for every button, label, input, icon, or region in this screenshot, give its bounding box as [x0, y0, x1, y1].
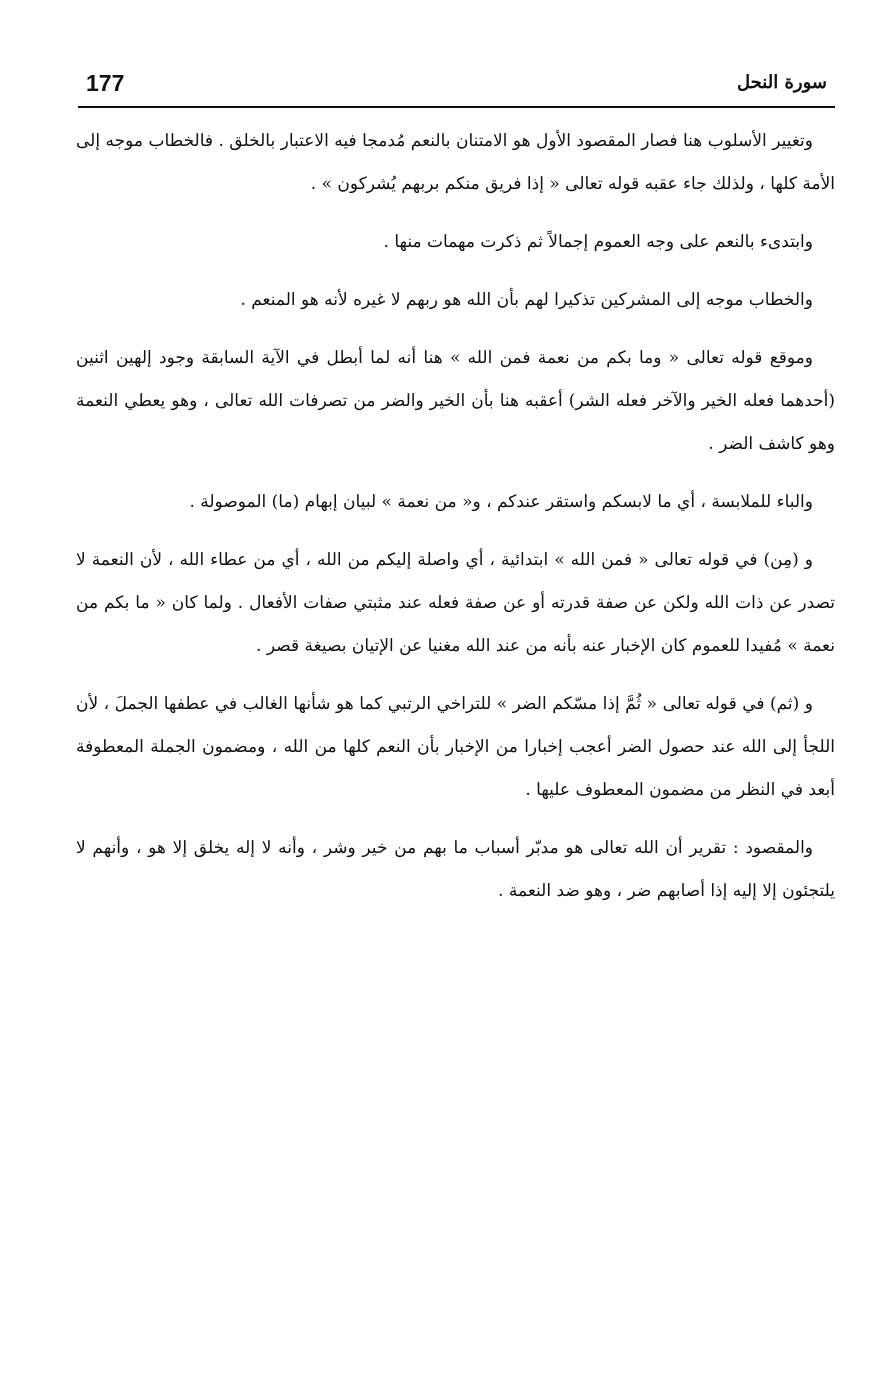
paragraph-4: وموقع قوله تعالى « وما بكم من نعمة فمن الله » هنا أنه لما أبطل في الآية السابقة وجود إلهين اثنين (أحدهما فعله الخير والآخر فعله الشر) أعقبه هنا بأن الخير والضر من تصرفات الله تعالى ، وهو يعطي النعمة وهو كاشف الضر .: [76, 348, 835, 454]
paragraph-3: والخطاب موجه إلى المشركين تذكيرا لهم بأن الله هو ربهم لا غيره لأنه هو المنعم .: [240, 290, 813, 310]
running-title: سورة النحل: [737, 72, 827, 93]
body-text: [76, 120, 835, 928]
paragraph-8: والمقصود : تقرير أن الله تعالى هو مدبّر أسباب ما بهم من خير وشر ، وأنه لا إله يخلق إلا هو ، وأنهم لا يلتجئون إلا إليه إذا أصابهم ضر ، وهو ضد النعمة .: [76, 838, 835, 901]
paragraph-6: و (مِن) في قوله تعالى « فمن الله » ابتدائية ، أي واصلة إليكم من الله ، أي من عطاء الله ، لأن النعمة لا تصدر عن ذات الله ولكن عن صفة قدرته أو عن صفة فعله عند مثبتي صفات الأفعال . ولما كان « ما بكم من نعمة » مُفيدا للعموم كان الإخبار عنه بأنه من عند الله مغنيا عن الإتيان بصيغة قصر .: [76, 550, 835, 656]
paragraph-5: والباء للملابسة ، أي ما لابسكم واستقر عندكم ، و« من نعمة » لبيان إبهام (ما) الموصولة .: [189, 492, 813, 512]
page-header: [78, 64, 835, 108]
paragraph-1: وتغيير الأسلوب هنا فصار المقصود الأول هو الامتنان بالنعم مُدمجا فيه الاعتبار بالخلق . فالخطاب موجه إلى الأمة كلها ، ولذلك جاء عقبه قوله تعالى « إذا فريق منكم بربهم يُشركون » .: [76, 131, 835, 194]
paragraph-2: وابتدىء بالنعم على وجه العموم إجمالاً ثم ذكرت مهمات منها .: [383, 232, 813, 252]
paragraph-7: و (ثم) في قوله تعالى « ثُمَّ إذا مسّكم الضر » للتراخي الرتبي كما هو شأنها الغالب في عطفها الجملَ ، لأن اللجأ إلى الله عند حصول الضر أعجب إخبارا من الإخبار بأن النعم كلها من الله ، ومضمون الجملة المعطوفة أبعد في النظر من مضمون المعطوف عليها .: [76, 694, 835, 800]
page-number: 177: [86, 70, 125, 96]
